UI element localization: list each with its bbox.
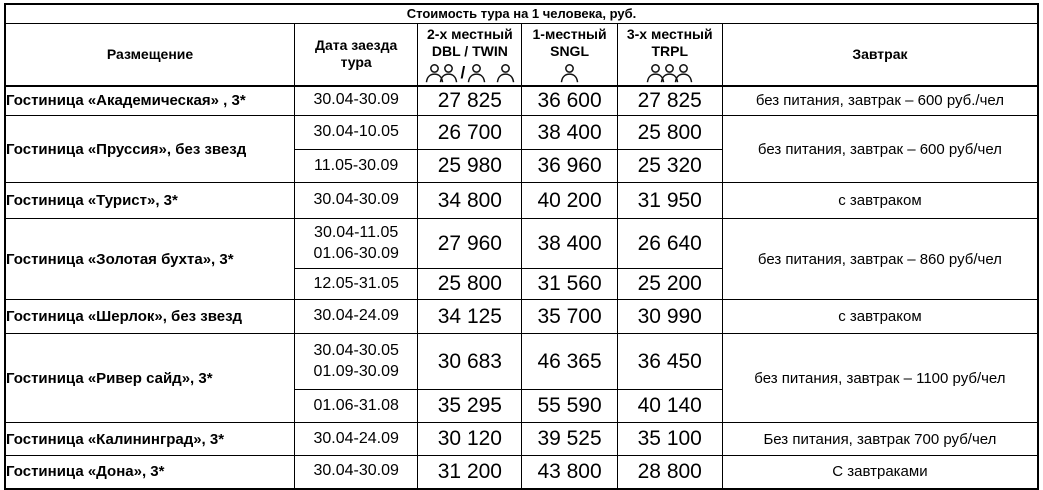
price-trpl-cell: 30 990 xyxy=(617,300,722,334)
price-trpl-cell: 26 640 xyxy=(617,219,722,269)
price-trpl-cell: 31 950 xyxy=(617,183,722,219)
date-line: 01.09-30.09 xyxy=(313,362,399,380)
table-row xyxy=(5,456,1038,489)
breakfast-cell: Без питания, завтрак 700 руб/чел xyxy=(722,423,1038,456)
date-cell: 30.04-30.09 xyxy=(295,86,418,116)
col-header-dbl-line2: DBL / TWIN xyxy=(431,43,508,60)
col-header-sngl-line2: SNGL xyxy=(550,43,589,60)
hotel-name-cell: Гостиница «Калининград», 3* xyxy=(5,423,295,456)
price-trpl-cell: 25 800 xyxy=(617,116,722,150)
price-dbl-cell: 26 700 xyxy=(418,116,522,150)
person-icon xyxy=(673,63,694,83)
hotel-name-cell: Гостиница «Академическая» , 3* xyxy=(5,86,295,116)
breakfast-cell: без питания, завтрак – 1100 руб/чел xyxy=(722,334,1038,423)
hotel-name-cell: Гостиница «Дона», 3* xyxy=(5,456,295,489)
date-cell: 30.04-30.09 xyxy=(295,456,418,489)
col-header-dbl-content xyxy=(418,26,521,83)
breakfast-cell: без питания, завтрак – 860 руб/чел xyxy=(722,219,1038,300)
person-icon xyxy=(495,63,516,83)
sngl-occupancy-icons xyxy=(559,62,580,83)
price-trpl-cell: 28 800 xyxy=(617,456,722,489)
hotel-name-cell: Гостиница «Шерлок», без звезд xyxy=(5,300,295,334)
col-header-sngl xyxy=(522,24,617,86)
price-dbl-cell: 25 800 xyxy=(418,269,522,300)
price-sngl-cell: 39 525 xyxy=(522,423,617,456)
hotel-name-cell: Гостиница «Золотая бухта», 3* xyxy=(5,219,295,300)
table-header-row xyxy=(5,24,1038,86)
col-header-accommodation: Размещение xyxy=(5,24,295,86)
price-sngl-cell: 38 400 xyxy=(522,116,617,150)
price-trpl-cell: 36 450 xyxy=(617,334,722,390)
date-line: 30.04-30.05 xyxy=(313,341,399,359)
price-dbl-cell: 30 683 xyxy=(418,334,522,390)
price-dbl-cell: 27 825 xyxy=(418,86,522,116)
price-sngl-cell: 38 400 xyxy=(522,219,617,269)
table-row xyxy=(5,183,1038,219)
date-line: 01.06-30.09 xyxy=(313,244,399,262)
table-title-row xyxy=(5,4,1038,24)
price-dbl-cell: 31 200 xyxy=(418,456,522,489)
col-header-breakfast: Завтрак xyxy=(722,24,1038,86)
price-trpl-cell: 25 200 xyxy=(617,269,722,300)
date-cell: 30.04-24.09 xyxy=(295,300,418,334)
price-sngl-cell: 43 800 xyxy=(522,456,617,489)
price-dbl-cell: 34 125 xyxy=(418,300,522,334)
dbl-icon-separator: / xyxy=(460,62,466,82)
breakfast-cell: с завтраком xyxy=(722,183,1038,219)
dbl-occupancy-icons xyxy=(424,62,517,83)
person-icon xyxy=(438,63,459,83)
table-row xyxy=(5,219,1038,269)
breakfast-cell: с завтраком xyxy=(722,300,1038,334)
col-header-dbl-line1: 2-х местный xyxy=(427,25,513,42)
price-sngl-cell: 31 560 xyxy=(522,269,617,300)
table-row xyxy=(5,86,1038,116)
table-row xyxy=(5,116,1038,150)
price-dbl-cell: 27 960 xyxy=(418,219,522,269)
tour-price-table xyxy=(4,3,1039,490)
price-sngl-cell: 36 600 xyxy=(522,86,617,116)
breakfast-cell: без питания, завтрак – 600 руб./чел xyxy=(722,86,1038,116)
date-line: 30.04-11.05 xyxy=(314,223,399,241)
price-sngl-cell: 36 960 xyxy=(522,150,617,183)
breakfast-cell: без питания, завтрак – 600 руб/чел xyxy=(722,116,1038,183)
price-trpl-cell: 27 825 xyxy=(617,86,722,116)
table-row xyxy=(5,423,1038,456)
col-header-trpl-line1: 3-х местный xyxy=(626,25,713,42)
col-header-sngl-content xyxy=(522,26,616,83)
date-cell: 30.04-24.09 xyxy=(295,423,418,456)
table-row xyxy=(5,300,1038,334)
price-sngl-cell: 40 200 xyxy=(522,183,617,219)
date-cell: 11.05-30.09 xyxy=(295,150,418,183)
person-icon xyxy=(466,63,487,83)
price-dbl-cell: 30 120 xyxy=(418,423,522,456)
hotel-name-cell: Гостиница «Пруссия», без звезд xyxy=(5,116,295,183)
breakfast-cell: С завтраками xyxy=(722,456,1038,489)
hotel-name-cell: Гостиница «Турист», 3* xyxy=(5,183,295,219)
hotel-name-cell: Гостиница «Ривер сайд», 3* xyxy=(5,334,295,423)
table-title: Стоимость тура на 1 человека, руб. xyxy=(5,4,1038,24)
col-header-sngl-line1: 1-местный xyxy=(532,25,607,42)
person-icon xyxy=(559,63,580,83)
col-header-date-label: Дата заезда тура xyxy=(315,36,398,71)
trpl-occupancy-icons xyxy=(645,62,694,83)
price-trpl-cell: 35 100 xyxy=(617,423,722,456)
price-sngl-cell: 46 365 xyxy=(522,334,617,390)
date-cell: 12.05-31.05 xyxy=(295,269,418,300)
table-row xyxy=(5,334,1038,390)
date-cell: 01.06-31.08 xyxy=(295,390,418,423)
date-cell: 30.04-10.05 xyxy=(295,116,418,150)
col-header-date xyxy=(295,24,418,86)
price-sngl-cell: 35 700 xyxy=(522,300,617,334)
price-dbl-cell: 25 980 xyxy=(418,150,522,183)
price-trpl-cell: 40 140 xyxy=(617,390,722,423)
col-header-dbl xyxy=(418,24,522,86)
col-header-trpl-content xyxy=(618,26,722,83)
col-header-trpl-line2: TRPL xyxy=(651,43,689,60)
date-cell xyxy=(295,334,418,390)
price-sngl-cell: 55 590 xyxy=(522,390,617,423)
price-dbl-cell: 34 800 xyxy=(418,183,522,219)
price-dbl-cell: 35 295 xyxy=(418,390,522,423)
date-cell xyxy=(295,219,418,269)
col-header-trpl xyxy=(617,24,722,86)
date-cell: 30.04-30.09 xyxy=(295,183,418,219)
price-trpl-cell: 25 320 xyxy=(617,150,722,183)
